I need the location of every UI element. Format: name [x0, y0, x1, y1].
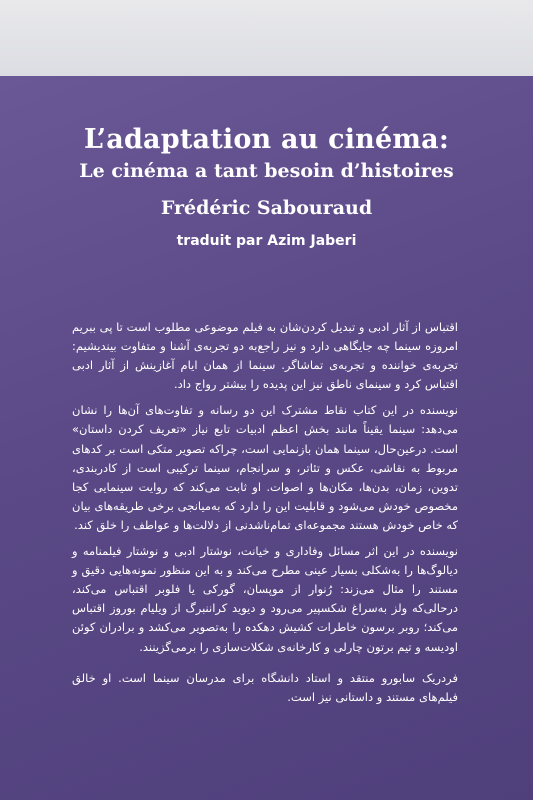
- blurb-paragraph-2: نویسنده در این کتاب نقاط مشترک این دو رسانه و تفاوت‌های آن‌ها را نشان می‌دهد: سینما یقیناً مانند بخش اعظم ادبیات تابع نیاز «تعریف کردن داستان» است. درعین‌حال، سینما همان بازنمایی است، چراکه تصویر متکی است بر کدهای مربوط به نقاشی، عکس و تئاتر، و سرانجام، سینما ترکیبی است از کادربندی، تدوین، زمان، بدن‌ها، مکان‌ها و اصوات. او ثابت می‌کند که روایت سینمایی کجا مخصوص خودش می‌شود و قابلیت این را دارد که به‌میانجی برخی طریقه‌های بیان که خاص خودش هستند مجموعه‌ای تمام‌ناشدنی از دلالت‌ها و عواطف را خلق کند.: [72, 403, 458, 532]
- blurb-paragraph-1: اقتباس از آثار ادبی و تبدیل کردن‌شان به فیلم موضوعی مطلوب است تا پی ببریم امروزه سینما چه جایگاهی دارد و نیز راجع‌به دو تجربه‌ی آشنا و متفاوت بیندیشیم: تجربه‌ی خواننده و تجربه‌ی تماشاگر. سینما از همان ایام آغازینش از آثار ادبی اقتباس کرد و سینمای ناطق نیز این پدیده را بیشتر رواج داد.: [72, 320, 458, 392]
- book-translator: traduit par Azim Jaberi: [176, 233, 357, 249]
- book-title: L’adaptation au cinéma:: [83, 124, 450, 155]
- background-top-band: [0, 0, 533, 76]
- book-subtitle: Le cinéma a tant besoin d’histoires: [79, 160, 454, 182]
- author-bio: فردریک سابورو منتقد و استاد دانشگاه برای مدرسان سینما است. او خالق فیلم‌های مستند و داستانی نیز است.: [72, 670, 458, 704]
- blurb-paragraph-3: نویسنده در این اثر مسائل وفاداری و خیانت، نوشتار ادبی و نوشتار فیلمنامه و دیالوگ‌ها را به‌شکلی بسیار عینی مطرح می‌کند و به این منظور نمونه‌هایی دقیق و مستند را مثال می‌زند: رُنوار از موپسان، گورکی یا فلوبر اقتباس می‌کند، درحالی‌که ولز به‌سراغ شکسپیر می‌رود و دیوید کراننبرگ از ویلیام بوروز اقتباس می‌کند؛ روبر برسون خاطرات کشیش دهکده را به‌تصویر می‌کشد و برادران کوئن اودیسه و تیم برتون چارلی و کارخانه‌ی شکلات‌سازی را برمی‌گزینند.: [72, 544, 458, 654]
- book-author: Frédéric Sabouraud: [160, 197, 373, 219]
- blurb-text: [72, 318, 458, 714]
